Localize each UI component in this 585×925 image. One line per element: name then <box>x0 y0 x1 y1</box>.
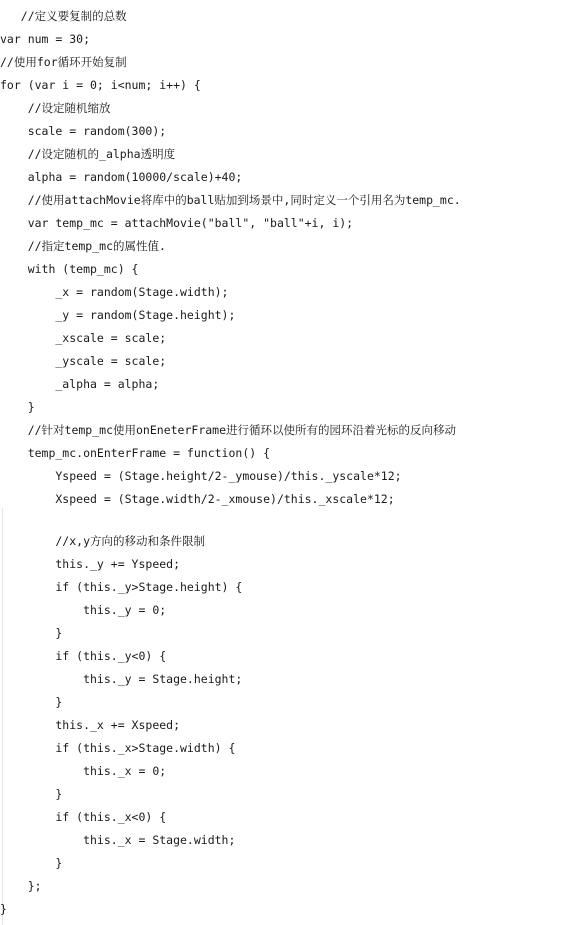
code-line: //指定temp_mc的属性值. <box>0 239 166 253</box>
code-line: Yspeed = (Stage.height/2-_ymouse)/this._yscale*12; <box>0 469 402 483</box>
code-line: this._x += Xspeed; <box>0 718 181 732</box>
code-line: } <box>0 856 63 870</box>
code-line: //定义要复制的总数 <box>0 9 127 23</box>
code-line: for (var i = 0; i<num; i++) { <box>0 78 201 92</box>
code-line: }; <box>0 879 42 893</box>
code-line: if (this._x<0) { <box>0 810 167 824</box>
code-line: if (this._x>Stage.width) { <box>0 741 236 755</box>
code-line: alpha = random(10000/scale)+40; <box>0 170 243 184</box>
code-line: var temp_mc = attachMovie("ball", "ball"+i, i); <box>0 216 354 230</box>
code-line: } <box>0 695 63 709</box>
code-line: with (temp_mc) { <box>0 262 139 276</box>
code-line: this._y += Yspeed; <box>0 557 181 571</box>
code-line: //使用for循环开始复制 <box>0 55 127 69</box>
code-line: } <box>0 400 35 414</box>
code-line: //设定随机缩放 <box>0 101 111 115</box>
code-line: _x = random(Stage.width); <box>0 285 229 299</box>
code-line: _xscale = scale; <box>0 331 167 345</box>
code-line: } <box>0 626 63 640</box>
code-line: //针对temp_mc使用onEneterFrame进行循环以使所有的园环沿着光标的反向移动 <box>0 423 457 437</box>
code-line: scale = random(300); <box>0 124 167 138</box>
code-line: //使用attachMovie将库中的ball贴加到场景中,同时定义一个引用名为temp_mc. <box>0 193 461 207</box>
code-line: this._y = 0; <box>0 603 167 617</box>
code-line: var num = 30; <box>0 32 91 46</box>
code-line: if (this._y<0) { <box>0 649 167 663</box>
code-line: this._y = Stage.height; <box>0 672 243 686</box>
code-line: _yscale = scale; <box>0 354 167 368</box>
code-line: //设定随机的_alpha透明度 <box>0 147 176 161</box>
code-line: if (this._y>Stage.height) { <box>0 580 243 594</box>
code-line: //x,y方向的移动和条件限制 <box>0 534 206 548</box>
code-line: } <box>0 902 7 916</box>
code-line: _y = random(Stage.height); <box>0 308 236 322</box>
code-line: this._x = Stage.width; <box>0 833 236 847</box>
code-line: } <box>0 787 63 801</box>
code-line: _alpha = alpha; <box>0 377 160 391</box>
code-line: Xspeed = (Stage.width/2-_xmouse)/this._xscale*12; <box>0 492 395 506</box>
code-line: this._x = 0; <box>0 764 167 778</box>
code-line: temp_mc.onEnterFrame = function() { <box>0 446 271 460</box>
